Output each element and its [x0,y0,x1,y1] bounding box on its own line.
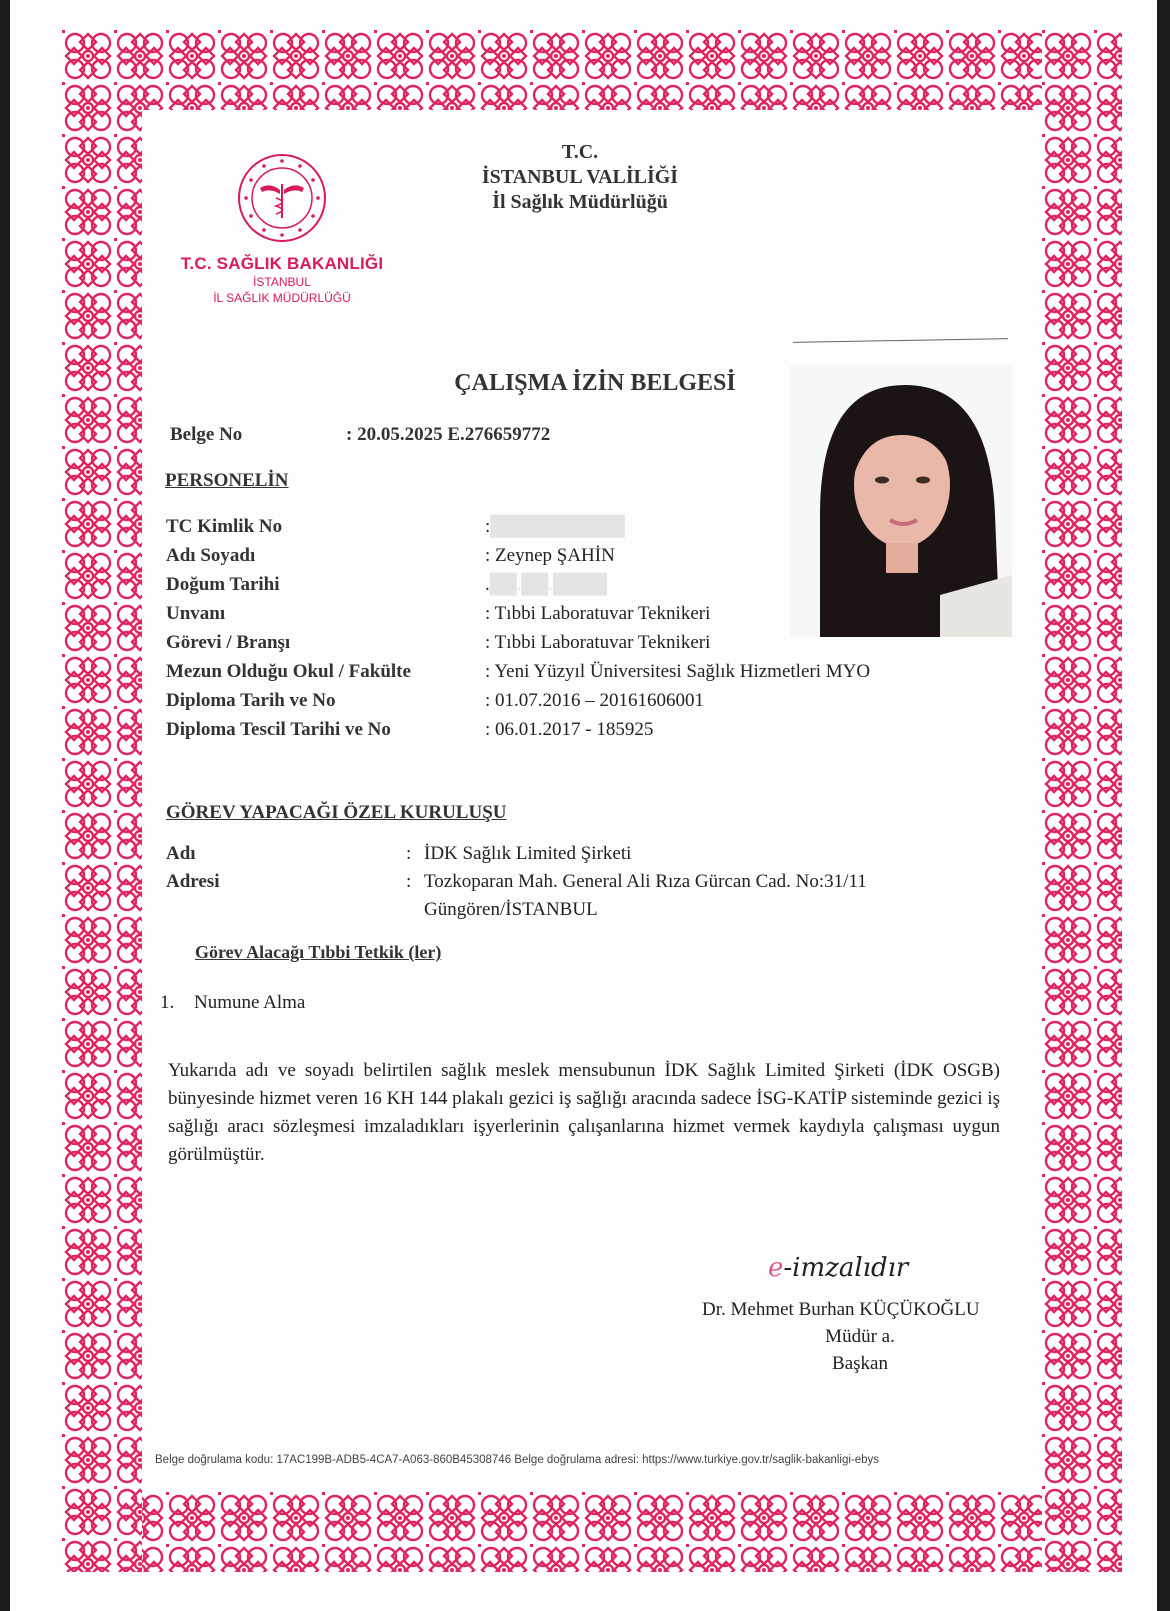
document-title: ÇALIŞMA İZİN BELGESİ [454,370,736,396]
border-left [62,30,142,1572]
org-address-label: Adresi [166,871,220,892]
org-row-name [166,840,867,868]
verification-footer: Belge doğrulama kodu: 17AC199B-ADB5-4CA7-A063-860B45308746 Belge doğrulama adresi: https://www.turkiye.gov.tr/saglik-bakanligi-ebys [155,1454,880,1466]
border-bottom [62,1492,1122,1572]
colon: : [406,871,412,892]
header-line-tc: T.C. [561,141,599,163]
field-value: : Zeynep ŞAHİN [485,545,615,566]
e-signature-text: -imzalıdır [783,1253,909,1283]
field-label: Diploma Tescil Tarihi ve No [166,719,391,740]
redacted-value: ██.██.████ [489,574,607,595]
procedure-list-item [160,992,305,1014]
list-label: Numune Alma [194,992,306,1013]
field-row-title [166,599,870,628]
field-row-school [166,657,870,686]
government-header [440,140,720,215]
field-value: : Tıbbi Laboratuvar Teknikeri [485,632,711,653]
field-value: : 06.01.2017 - 185925 [485,719,654,740]
colon: : [406,843,412,864]
field-label: Mezun Olduğu Okul / Fakülte [166,661,411,682]
field-row-diploma [166,686,870,715]
field-label: Görevi / Branşı [166,632,291,653]
field-value: : 01.07.2016 – 20161606001 [485,690,705,711]
field-value: : [485,516,491,537]
field-row-full-name [166,541,870,570]
border-right [1042,30,1122,1572]
field-value: : Yeni Yüzyıl Üniversitesi Sağlık Hizmetleri MYO [485,661,871,682]
header-line-governorship: İSTANBUL VALİLİĞİ [481,166,679,188]
org-name-label: Adı [166,843,196,864]
signer-title-2: Başkan [832,1353,888,1374]
field-value: : Tıbbi Laboratuvar Teknikeri [485,603,711,624]
personnel-fields [166,512,870,744]
organization-section-heading: GÖREV YAPACAĞI ÖZEL KURULUŞU [166,802,507,823]
field-label: Unvanı [166,603,226,624]
field-label: Doğum Tarihi [166,574,280,595]
address-line-1: Tozkoparan Mah. General Ali Rıza Gürcan Cad. No:31/11 [424,871,867,892]
redacted-value: ██████████ [490,516,625,537]
document-number-value: : 20.05.2025 E.276659772 [346,424,551,445]
org-address-value [424,868,867,924]
field-label: Adı Soyadı [166,545,256,566]
field-row-role-branch [166,628,870,657]
e-signature-mark-icon: e [768,1253,784,1283]
list-number: 1. [160,992,175,1013]
field-label: Diploma Tarih ve No [166,690,336,711]
signer-title-1: Müdür a. [825,1326,895,1347]
field-row-tc-id [166,512,870,541]
approval-paragraph: Yukarıda adı ve soyadı belirtilen sağlık meslek mensubunun İDK Sağlık Limited Şirketi (İDK OSGB) bünyesinde hizmet veren 16 KH 144 plakalı gezici iş sağlığı aracında sadece İSG-KATİP sisteminde gezici iş sağlığı aracı sözleşmesi imzaladıkları işyerlerinin çalışanlarına hizmet vermek kaydıyla çalışması uygun görülmüştür. [168,1060,1000,1165]
document-number-label: Belge No [170,424,243,445]
header-line-directorate: İl Sağlık Müdürlüğü [492,191,668,213]
field-label: TC Kimlik No [166,516,283,537]
field-value: . [485,574,490,595]
org-row-address [166,868,867,924]
e-signature [768,1253,908,1283]
organization-fields [166,840,867,924]
ministry-of-health-seal-icon [236,152,328,244]
field-row-diploma-registration [166,715,870,744]
border-top [62,30,1122,110]
address-line-2: Güngören/İSTANBUL [424,899,598,920]
logo-subtitle-directorate: İL SAĞLIK MÜDÜRLÜĞÜ [213,291,351,305]
field-row-birth-date [166,570,870,599]
logo-subtitle-city: İSTANBUL [253,275,311,289]
ministry-logo [172,152,392,306]
signer-block [690,1296,1030,1377]
signer-name: Dr. Mehmet Burhan KÜÇÜKOĞLU [702,1299,980,1320]
procedures-heading: Görev Alacağı Tıbbi Tetkik (ler) [195,942,442,962]
document-number-row [170,424,550,446]
personnel-section-heading: PERSONELİN [165,470,289,491]
logo-title: T.C. SAĞLIK BAKANLIĞI [180,254,384,273]
org-name-value: İDK Sağlık Limited Şirketi [424,843,632,864]
